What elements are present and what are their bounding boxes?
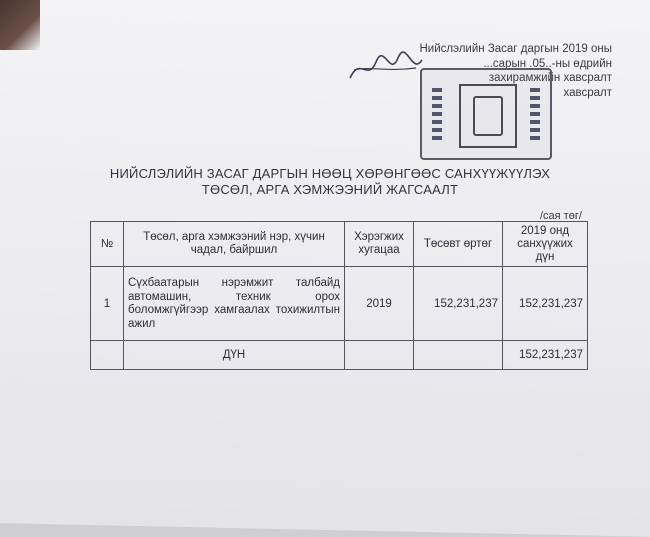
unit-label: /сая төг/ [540,210,582,222]
title-line-2: ТӨСӨЛ, АРГА ХЭМЖЭЭНИЙ ЖАГСААЛТ [201,182,459,197]
row-funding: 152,231,237 [503,267,588,341]
official-stamp [420,68,552,160]
background-corner [0,0,40,50]
document-title [90,166,570,198]
row-period: 2019 [345,267,414,341]
total-empty-period [345,341,414,370]
header-line-1: Нийслэлийн Засаг даргын 2019 оны [419,43,612,55]
state-emblem-icon [459,84,517,148]
stamp-ornament-left [432,88,442,140]
row-number: 1 [91,267,124,341]
table-header-row [91,222,588,267]
title-line-1: НИЙСЛЭЛИЙН ЗАСАГ ДАРГЫН НӨӨЦ ХӨРӨНГӨӨС САНХҮҮЖҮҮЛЭХ [109,166,551,181]
row-cost: 152,231,237 [414,267,503,341]
total-empty-cost [414,341,503,370]
table-total-row [91,341,588,370]
total-label: ДҮН [124,341,345,370]
handwritten-signature [346,48,426,88]
projects-table [90,221,588,370]
total-empty-number [91,341,124,370]
header-funding: 2019 онд санхүүжих дүн [503,222,588,267]
header-description: Төсөл, арга хэмжээний нэр, хүчин чадал, байршил [124,222,345,267]
stamp-ornament-right [530,88,540,140]
total-funding: 152,231,237 [503,341,588,370]
header-line-3: захирамжийн хавсралт [488,72,612,84]
row-description: Сүхбаатарын нэрэмжит талбайд автомашин, техник орох боломжгүйгээр хамгаалах тохижилтын ажил [124,267,345,341]
table-row [91,267,588,341]
header-line-2: ...сарын .05..-ны өдрийн [483,57,612,70]
header-line-4: хавсралт [563,86,612,99]
header-cost: Төсөвт өртөг [414,222,503,267]
header-number: № [91,222,124,267]
header-period: Хэрэгжих хугацаа [345,222,414,267]
